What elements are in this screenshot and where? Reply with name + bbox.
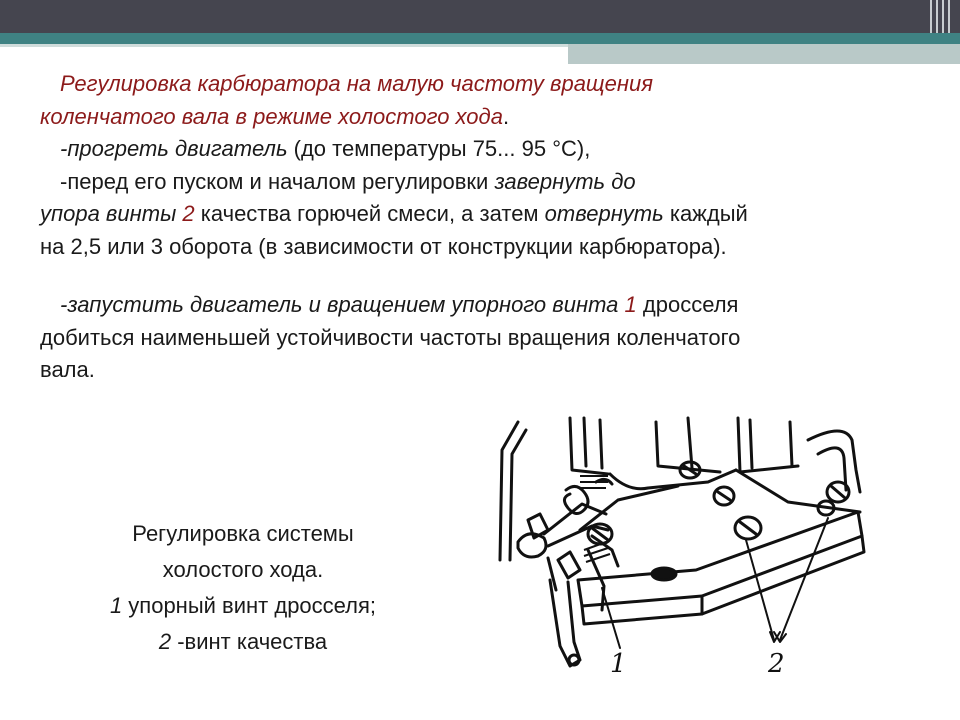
caption-item-2: 2 -винт качества <box>158 629 328 654</box>
step-start-engine-cont: добиться наименьшей устойчивости частоты вращения коленчатого <box>40 324 741 350</box>
header-band <box>0 33 960 44</box>
figure-caption <box>48 516 438 660</box>
caption-subtitle: холостого хода. <box>162 557 324 582</box>
caption-item-1: 1 упорный винт дросселя; <box>109 593 377 618</box>
header-line <box>0 44 568 47</box>
step-start-engine-cont: вала. <box>40 357 95 382</box>
step-tighten-cont: на 2,5 или 3 оборота (в зависимости от конструкции карбюратора). <box>40 233 727 259</box>
step-tighten: -перед его пуском и началом регулировки завернуть до <box>60 168 636 194</box>
step-warm-up: -прогреть двигатель (до температуры 75... 95 °С), <box>60 136 591 161</box>
carburetor-drawing <box>488 410 908 698</box>
caption-title: Регулировка системы <box>132 521 354 546</box>
figure-label-1: 1 <box>610 649 627 679</box>
top-bar <box>0 0 960 33</box>
heading-line: коленчатого вала в режиме холостого хода. <box>40 103 510 129</box>
slide-body <box>40 68 920 387</box>
header-tab <box>568 44 960 64</box>
step-start-engine: -запустить двигатель и вращением упорного винта 1 дросселя <box>60 292 739 317</box>
step-tighten-cont: упора винты 2 качества горючей смеси, а затем отвернуть каждый <box>40 201 748 226</box>
figure-label-2: 2 <box>768 649 785 679</box>
heading-line: Регулировка карбюратора на малую частоту вращения <box>60 71 653 96</box>
